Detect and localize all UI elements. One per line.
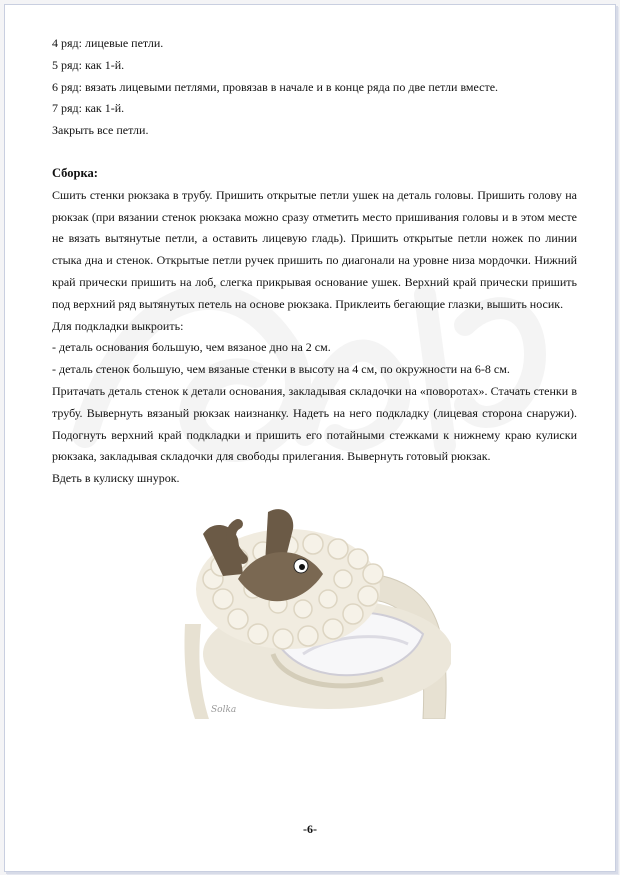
- row-instruction-4: 4 ряд: лицевые петли.: [52, 36, 164, 50]
- document-page: [4, 4, 616, 872]
- close-stitches-line: Закрыть все петли.: [52, 123, 149, 138]
- backpack-photo: [183, 504, 451, 719]
- drawstring-line: Вдеть в кулиску шнурок.: [52, 471, 180, 486]
- photo-signature: Solka: [211, 705, 237, 715]
- row-instruction-7: 7 ряд: как 1-й.: [52, 101, 125, 116]
- lining-intro: Для подкладки выкроить:: [52, 318, 184, 333]
- row-instruction-5: 5 ряд: как 1-й.: [52, 57, 125, 72]
- lining-item-base: - деталь основания большую, чем вязаное дно на 2 см.: [52, 340, 331, 355]
- document-body: [52, 33, 577, 490]
- lining-item-walls: - деталь стенок большую, чем вязаные стенки в высоту на 4 см, по окружности на 6-8 см.: [52, 362, 510, 377]
- assembly-heading: Сборка:: [52, 165, 98, 180]
- lining-assembly-paragraph: Притачать деталь стенок к детали основания, закладывая складочки на «поворотах». Стачать стенки в трубу. Вывернуть вязаный рюкзак наизнанку. Надеть на него подкладку (лицевая сторона снаружи). Подогнуть верхний край подкладки и пришить его потайными стежками к нижнему краю кулиски рюкзака, закладывая складочки для свободы прилегания. Вывернуть готовый рюкзак.: [52, 383, 577, 464]
- row-instruction-6: 6 ряд: вязать лицевыми петлями, провязав в начале и в конце ряда по две петли вместе.: [52, 79, 499, 94]
- assembly-paragraph: Сшить стенки рюкзака в трубу. Пришить открытые петли ушек на деталь головы. Пришить голову на рюкзак (при вязании стенок рюкзака можно сразу отметить место пришивания головы и в этом месте не вязать вытянутые петли, а оставить лицевую гладь). Пришить открытые петли ножек по линии стыка дна и стенок. Открытые петли ручек пришить по диагонали на уровне низа мордочки. Нижний край прически пришить на лоб, слегка прикрывая основание ушек. Верхний край прически пришить под верхний ряд вытянутых петель на основе рюкзака. Приклеить бегающие глазки, вышить носик.: [52, 187, 577, 311]
- page-number: -6-: [303, 822, 317, 836]
